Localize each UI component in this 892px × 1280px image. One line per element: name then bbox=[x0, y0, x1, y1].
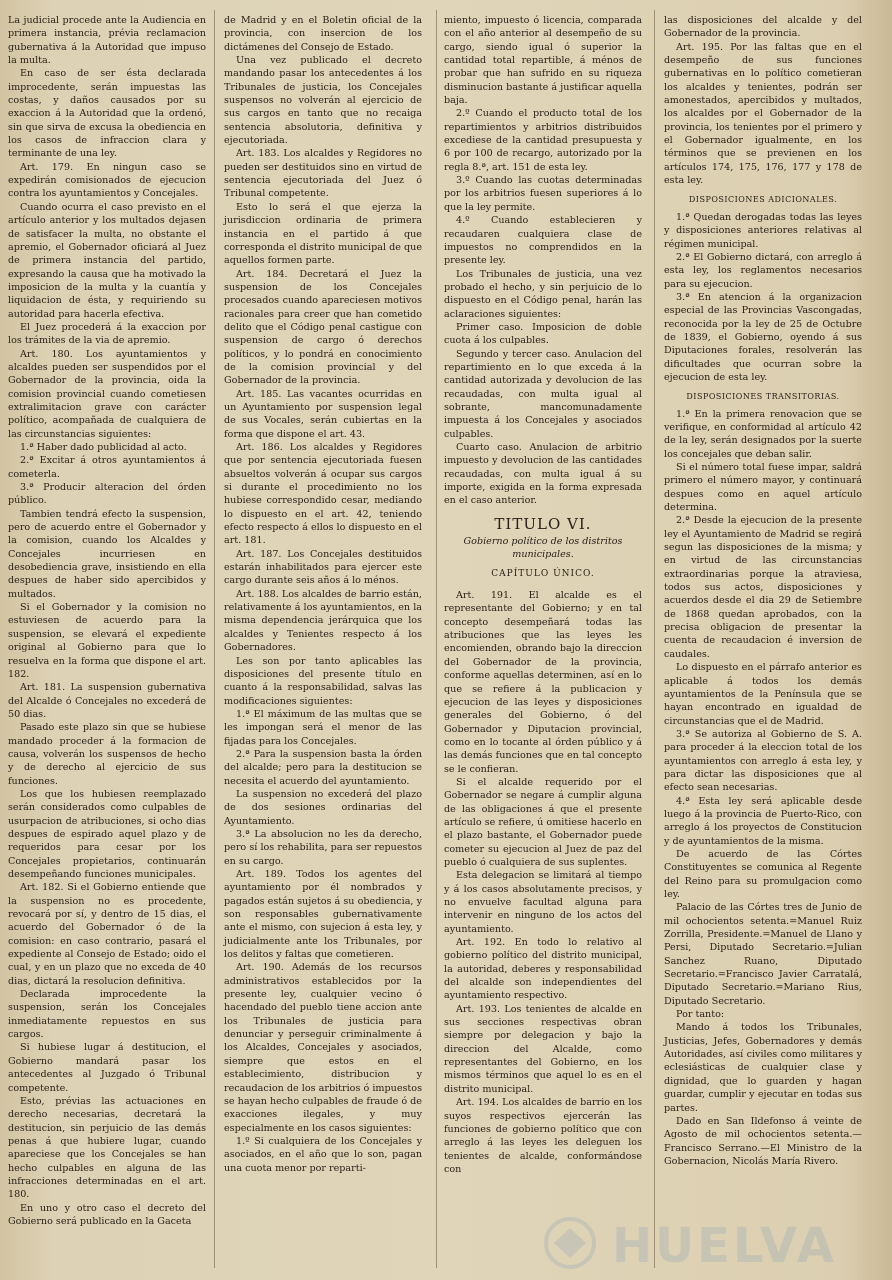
paragraph: miento, impuesto ó licencia, comparada con el año anterior al desempeño de su cargo, siendo igual ó superior la cantidad total repartible, á ménos de probar que han sufrido en su riqueza disminucion bastante á justificar aquella baja. bbox=[444, 15, 642, 107]
provisions-heading: DISPOSICIONES TRANSITORIAS. bbox=[686, 392, 840, 402]
paragraph: Lo dispuesto en el párrafo anterior es aplicable á todos los demás ayuntamientos de la Península que se hayan encontrado en igualdad de circunstancias que el de Madrid. bbox=[664, 662, 862, 727]
paragraph: 3.ª Se autoriza al Gobierno de S. A. para proceder á la eleccion total de los ayuntamientos con arreglo á esta ley, y para dictar las disposiciones que al efecto sean necesarias. bbox=[664, 728, 862, 794]
paragraph: 1.ª El máximum de las multas que se les impongan será el menor de las fijadas para los Concejales. bbox=[224, 708, 422, 747]
paragraph: El Juez procederá á la exaccion por los trámites de la via de apremio. bbox=[8, 321, 206, 347]
provisions-heading: DISPOSICIONES ADICIONALES. bbox=[688, 195, 838, 205]
paragraph: En uno y otro caso el decreto del Gobierno será publicado en la Gaceta bbox=[8, 1202, 206, 1227]
paragraph: 3.ª La absolucion no les da derecho, pero sí los rehabilita, para ser repuestos en su cargo. bbox=[224, 828, 422, 867]
text-column-2 bbox=[224, 14, 422, 1175]
paragraph: Segundo y tercer caso. Anulacion del repartimiento en lo que exceda á la cantidad autorizada y devolucion de las recaudadas, con multa igual al sobrante, mancomunadamente impuesta á los Concejales y asociados culpables. bbox=[444, 348, 642, 440]
paragraph: 2.ª El Gobierno dictará, con arreglo á esta ley, los reglamentos necesarios para su ejecucion. bbox=[664, 251, 862, 290]
paragraph: Una vez publicado el decreto mandando pasar los antecedentes á los Tribunales de justicia, los Concejales suspensos no volverán al ejercicio de sus cargos en tanto que no recaiga sentencia absolutoria, definitiva y ejecutoriada. bbox=[224, 55, 422, 147]
paragraph: 3.ª Producir alteracion del órden público. bbox=[8, 482, 206, 507]
paragraph: de Madrid y en el Boletin oficial de la provincia, con insercion de los dictámenes del Consejo de Estado. bbox=[224, 15, 422, 53]
text-column-3 bbox=[444, 14, 642, 1176]
paragraph: Art. 179. En ningun caso se expedirán comisionados de ejecucion contra los ayuntamientos y Concejales. bbox=[8, 161, 206, 200]
section-subtitle: Gobierno político de los distritos municipales. bbox=[463, 536, 623, 561]
text-column-1 bbox=[8, 14, 206, 1228]
paragraph: 2.ª Desde la ejecucion de la presente ley el Ayuntamiento de Madrid se regirá segun las disposiciones de la misma; y en virtud de las circunstancias extraordinarias porque la atraviesa, todos sus actos, disposiciones y acuerdos desde el dia 29 de Setiembre de 1868 quedan aprobados, con la precisa obligacion de presentar la cuenta de recaudacion é inversion de caudales. bbox=[664, 515, 862, 660]
paragraph: La suspension no excederá del plazo de dos sesiones ordinarias del Ayuntamiento. bbox=[224, 788, 422, 827]
paragraph: Mando á todos los Tribunales, Justicias, Jefes, Gobernadores y demás Autoridades, así civiles como militares y eclesiásticas de cualquier clase y dignidad, que lo guarden y hagan guardar, cumplir y ejecutar en todas sus partes. bbox=[664, 1022, 862, 1114]
paragraph: Art. 193. Los tenientes de alcalde en sus secciones respectivas obran siempre por delegacion y bajo la direccion del Alcalde, como representantes del Gobierno, en los mismos términos que aquel lo es en el distrito municipal. bbox=[444, 1003, 642, 1095]
paragraph: las disposiciones del alcalde y del Gobernador de la provincia. bbox=[664, 15, 862, 40]
paragraph: Esta delegacion se limitará al tiempo y á los casos absolutamente precisos, y no envuelve facultad alguna para intervenir en ninguno de los actos del ayuntamiento. bbox=[444, 870, 642, 935]
paragraph: 1.ª Quedan derogadas todas las leyes y disposiciones anteriores relativas al régimen municipal. bbox=[664, 211, 862, 250]
paragraph: Art. 189. Todos los agentes del ayuntamiento por él nombrados y pagados están sujetos á su obediencia, y son responsables gubernativamente ante el mismo, con sujecion á esta ley, y judicialmente ante los Tribunales, por los delitos y faltas que cometieren. bbox=[224, 869, 422, 961]
paragraph: Art. 187. Los Concejales destituidos estarán inhabilitados para ejercer este cargo durante seis años á lo ménos. bbox=[224, 548, 422, 587]
column-rule bbox=[654, 10, 655, 1268]
paragraph: De acuerdo de las Córtes Constituyentes se comunica al Regente del Reino para su promulgacion como ley. bbox=[664, 848, 862, 900]
paragraph: Art. 186. Los alcaldes y Regidores que por sentencia ejecutoriada fuesen absueltos volverán á ocupar sus cargos si durante el procedimiento no los hubiese correspondido cesar, mediando lo dispuesto en el art. 42, teniendo efecto respecto á ellos lo dispuesto en el art. 181. bbox=[224, 442, 422, 547]
paragraph: Art. 190. Además de los recursos administrativos establecidos por la presente ley, cualquier vecino ó hacendado del pueblo tiene accion ante los Tribunales de justicia para denunciar y perseguir criminalmente á los Alcaldes, Concejales y asociados, siempre que estos en el establecimiento, distribucion y recaudacion de los arbitrios ó impuestos se hayan hecho culpables de fraude ó de exacciones ilegales, y muy especialmente en los casos siguientes: bbox=[224, 962, 422, 1134]
paragraph: Les son por tanto aplicables las disposiciones del presente título en cuanto á la responsabilidad, salvas las modificaciones siguientes: bbox=[224, 655, 422, 707]
paragraph: Esto, prévias las actuaciones en derecho necesarias, decretará la destitucion, sin perjuicio de las demás penas á que hubiere lugar, cuando apareciese que los Concejales se han hecho culpables en alguna de las infracciones determinadas en el art. 180. bbox=[8, 1095, 206, 1201]
chapter-heading: CAPÍTULO ÚNICO. bbox=[491, 568, 595, 579]
paragraph: Cuando ocurra el caso previsto en el artículo anterior y los multados dejasen de satisfacer la multa, no obstante el apremio, el Gobernador oficiará al Juez de primera instancia del partido, expresando la causa que ha motivado la imposicion de la multa y la cuantía y liquidacion de ésta, y requiriendo su autoridad para hacerla efectiva. bbox=[8, 201, 206, 320]
paragraph: Esto lo será el que ejerza la jurisdiccion ordinaria de primera instancia en el partido á que corresponda el distrito municipal de que aquellos formen parte. bbox=[224, 201, 422, 267]
paragraph: Declarada improcedente la suspension, serán los Concejales inmediatamente repuestos en sus cargos. bbox=[8, 989, 206, 1041]
paragraph: Si el alcalde requerido por el Gobernador se negare á cumplir alguna de las obligaciones á que el presente artículo se refiere, ú omitiese hacerlo en el plazo bastante, el Gobernador puede cometer su ejecucion al Juez de paz del pueblo ó cualquiera de sus suplentes. bbox=[444, 776, 642, 868]
paragraph: Art. 185. Las vacantes ocurridas en un Ayuntamiento por suspension legal de sus Vocales, serán cubiertas en la forma que dispone el art. 43. bbox=[224, 388, 422, 440]
paragraph: Art. 191. El alcalde es el representante del Gobierno; y en tal concepto desempeñará todas las atribuciones que las leyes les encomienden, obrando bajo la direccion del Gobernador de la provincia, conforme aquellas determinen, así en lo que se refiere á la publicacion y ejecucion de las leyes y disposiciones generales del Gobierno, ó del Gobernador y Diputacion provincial, como en lo tocante al órden público y á las demás funciones que en tal concepto se le confieran. bbox=[444, 590, 642, 775]
section-title: TITULO VI. bbox=[494, 514, 592, 533]
column-rule bbox=[436, 10, 437, 1268]
text-column-4 bbox=[664, 14, 862, 1168]
archive-watermark bbox=[500, 1212, 892, 1274]
paragraph: Art. 180. Los ayuntamientos y alcaldes pueden ser suspendidos por el Gobernador de la provincia, oida la comision provincial cuando cometiesen extralimitacion grave con carácter político, acompañada de cualquiera de las circunstancias siguientes: bbox=[8, 348, 206, 440]
paragraph: Si el Gobernador y la comision no estuviesen de acuerdo para la suspension, se elevará el expediente original al Gobierno para que lo resuelva en la forma que dispone el art. 182. bbox=[8, 602, 206, 680]
paragraph: Art. 195. Por las faltas que en el desempeño de sus funciones gubernativas en lo político cometieran los alcaldes y tenientes, podrán ser amonestados, apercibidos y multados, los alcaldes por el Gobernador de la provincia, los tenientes por el primero y el Gobernador igualmente, en los términos que se previenen en los artículos 174, 175, 176, 177 y 178 de esta ley. bbox=[664, 41, 862, 187]
paragraph: Cuarto caso. Anulacion de arbitrio impuesto y devolucion de las cantidades recaudadas, con multa igual á su importe, exigida en la forma expresada en el caso anterior. bbox=[444, 442, 642, 507]
paragraph: Art. 182. Si el Gobierno entiende que la suspension no es procedente, revocará por sí, y dentro de 15 dias, el acuerdo del Gobernador ó de la comision: en caso contrario, pasará el expediente al Consejo de Estado; oido el cual, y en un plazo que no exceda de 40 dias, dictará la resolucion definitiva. bbox=[8, 882, 206, 987]
paragraph: En caso de ser ésta declarada improcedente, serán impuestas las costas, y daños causados por su exaccion á la Autoridad que la ordenó, sin que sirva de excusa la obediencia en los casos de infraccion clara y terminante de una ley. bbox=[8, 68, 206, 160]
paragraph: 1.º Si cualquiera de los Concejales y asociados, en el año que lo son, pagan una cuota menor por reparti- bbox=[224, 1135, 422, 1174]
paragraph: 1.ª En la primera renovacion que se verifique, en conformidad al artículo 42 de la ley, serán designados por la suerte los concejales que deban salir. bbox=[664, 408, 862, 460]
paragraph: Tambien tendrá efecto la suspension, pero de acuerdo entre el Gobernador y la comision, cuando los Alcaldes y Concejales incurriesen en desobediencia grave, insistiendo en ella despues de haber sido apercibidos y multados. bbox=[8, 508, 206, 600]
paragraph: 3.ª En atencion á la organizacion especial de las Provincias Vascongadas, reconocida por la ley de 25 de Octubre de 1839, el Gobierno, oyendo á sus Diputaciones forales, resolverán las dificultades que ocurran sobre la ejecucion de esta ley. bbox=[664, 291, 862, 383]
paragraph: Pasado este plazo sin que se hubiese mandado proceder á la formacion de causa, volverán los suspensos de hecho y de derecho al ejercicio de sus funciones. bbox=[8, 722, 206, 787]
paragraph: 3.º Cuando las cuotas determinadas por los arbitrios fuesen superiores á lo que la ley permite. bbox=[444, 175, 642, 213]
paragraph: Palacio de las Córtes tres de Junio de mil ochocientos setenta.=Manuel Ruiz Zorrilla, Presidente.=Manuel de Llano y Persi, Diputado Secretario.=Julian Sanchez Ruano, Diputado Secretario.=Francisco Javier Carratalá, Diputado Secretario.=Mariano Rius, Diputado Secretario. bbox=[664, 902, 862, 1007]
paragraph: Dado en San Ildefonso á veinte de Agosto de mil ochocientos setenta.—Francisco Serrano.—El Ministro de la Gobernacion, Nicolás María Rivero. bbox=[664, 1115, 862, 1167]
paragraph: Los que los hubiesen reemplazado serán considerados como culpables de usurpacion de atribuciones, si ocho dias despues de espirado aquel plazo y de requeridos para cesar por los Concejales propietarios, continuarán desempeñando funciones municipales. bbox=[8, 788, 206, 880]
paragraph: Por tanto: bbox=[676, 1009, 725, 1021]
paragraph: Art. 181. La suspension gubernativa del Alcalde ó Concejales no excederá de 50 dias. bbox=[8, 682, 206, 720]
paragraph: Primer caso. Imposicion de doble cuota á los culpables. bbox=[444, 321, 642, 347]
paragraph: Art. 194. Los alcaldes de barrio en los suyos respectivos ejercerán las funciones de gobierno político que con arreglo á las leyes les deleguen los tenientes de alcalde, conformándose con bbox=[444, 1097, 642, 1175]
paragraph: 4.º Cuando establecieren y recaudaren cualquiera clase de impuestos no comprendidos en la presente ley. bbox=[444, 215, 642, 267]
paragraph: Si el número total fuese impar, saldrá primero el número mayor, y continuará despues como en aquel artículo determina. bbox=[664, 462, 862, 514]
paragraph: La judicial procede ante la Audiencia en primera instancia, prévia reclamacion gubernativa á la Autoridad que impuso la multa. bbox=[8, 15, 206, 67]
paragraph: Art. 188. Los alcaldes de barrio están, relativamente á los ayuntamientos, en la misma dependencia jerárquica que los alcaldes y Tenientes respecto á los Gobernadores. bbox=[224, 588, 422, 654]
paragraph: 1.ª Haber dado publicidad al acto. bbox=[20, 442, 187, 453]
paragraph: Art. 192. En todo lo relativo al gobierno político del distrito municipal, la autoridad, deberes y responsabilidad del alcalde son independientes del ayuntamiento respectivo. bbox=[444, 937, 642, 1002]
paragraph: Art. 183. Los alcaldes y Regidores no pueden ser destituidos sino en virtud de sentencia ejecutoriada del Juez ó Tribunal competente. bbox=[224, 148, 422, 200]
paragraph: Los Tribunales de justicia, una vez probado el hecho, y sin perjuicio de lo dispuesto en el Código penal, harán las aclaraciones siguientes: bbox=[444, 268, 642, 320]
paragraph: 2.ª Excitar á otros ayuntamientos á cometerla. bbox=[8, 455, 206, 480]
paragraph: Art. 184. Decretará el Juez la suspension de los Concejales procesados cuando apareciesen motivos racionales para creer que han cometido delito que el Código penal castigue con suspension de cargo ó derechos políticos, y lo pondrá en conocimiento de la comision provincial y del Gobernador de la provincia. bbox=[224, 268, 422, 387]
paragraph: 2.ª Para la suspension basta la órden del alcalde; pero para la destitucion se necesita el acuerdo del ayuntamiento. bbox=[224, 748, 422, 787]
paragraph: 4.ª Esta ley será aplicable desde luego á la provincia de Puerto-Rico, con arreglo á los proyectos de Constitucion y de ayuntamientos de la misma. bbox=[664, 795, 862, 847]
paragraph: 2.º Cuando el producto total de los repartimientos y arbitrios distribuidos excediese de la cantidad presupuesta y 6 por 100 de recargo, autorizado por la regla 8.ª, art. 151 de esta ley. bbox=[444, 108, 642, 173]
paragraph: Si hubiese lugar á destitucion, el Gobierno mandará pasar los antecedentes al Juzgado ó Tribunal competente. bbox=[8, 1042, 206, 1094]
watermark-logo-icon bbox=[540, 1216, 600, 1270]
column-rule bbox=[214, 10, 215, 1268]
watermark-text: HUELVA bbox=[612, 1218, 837, 1274]
